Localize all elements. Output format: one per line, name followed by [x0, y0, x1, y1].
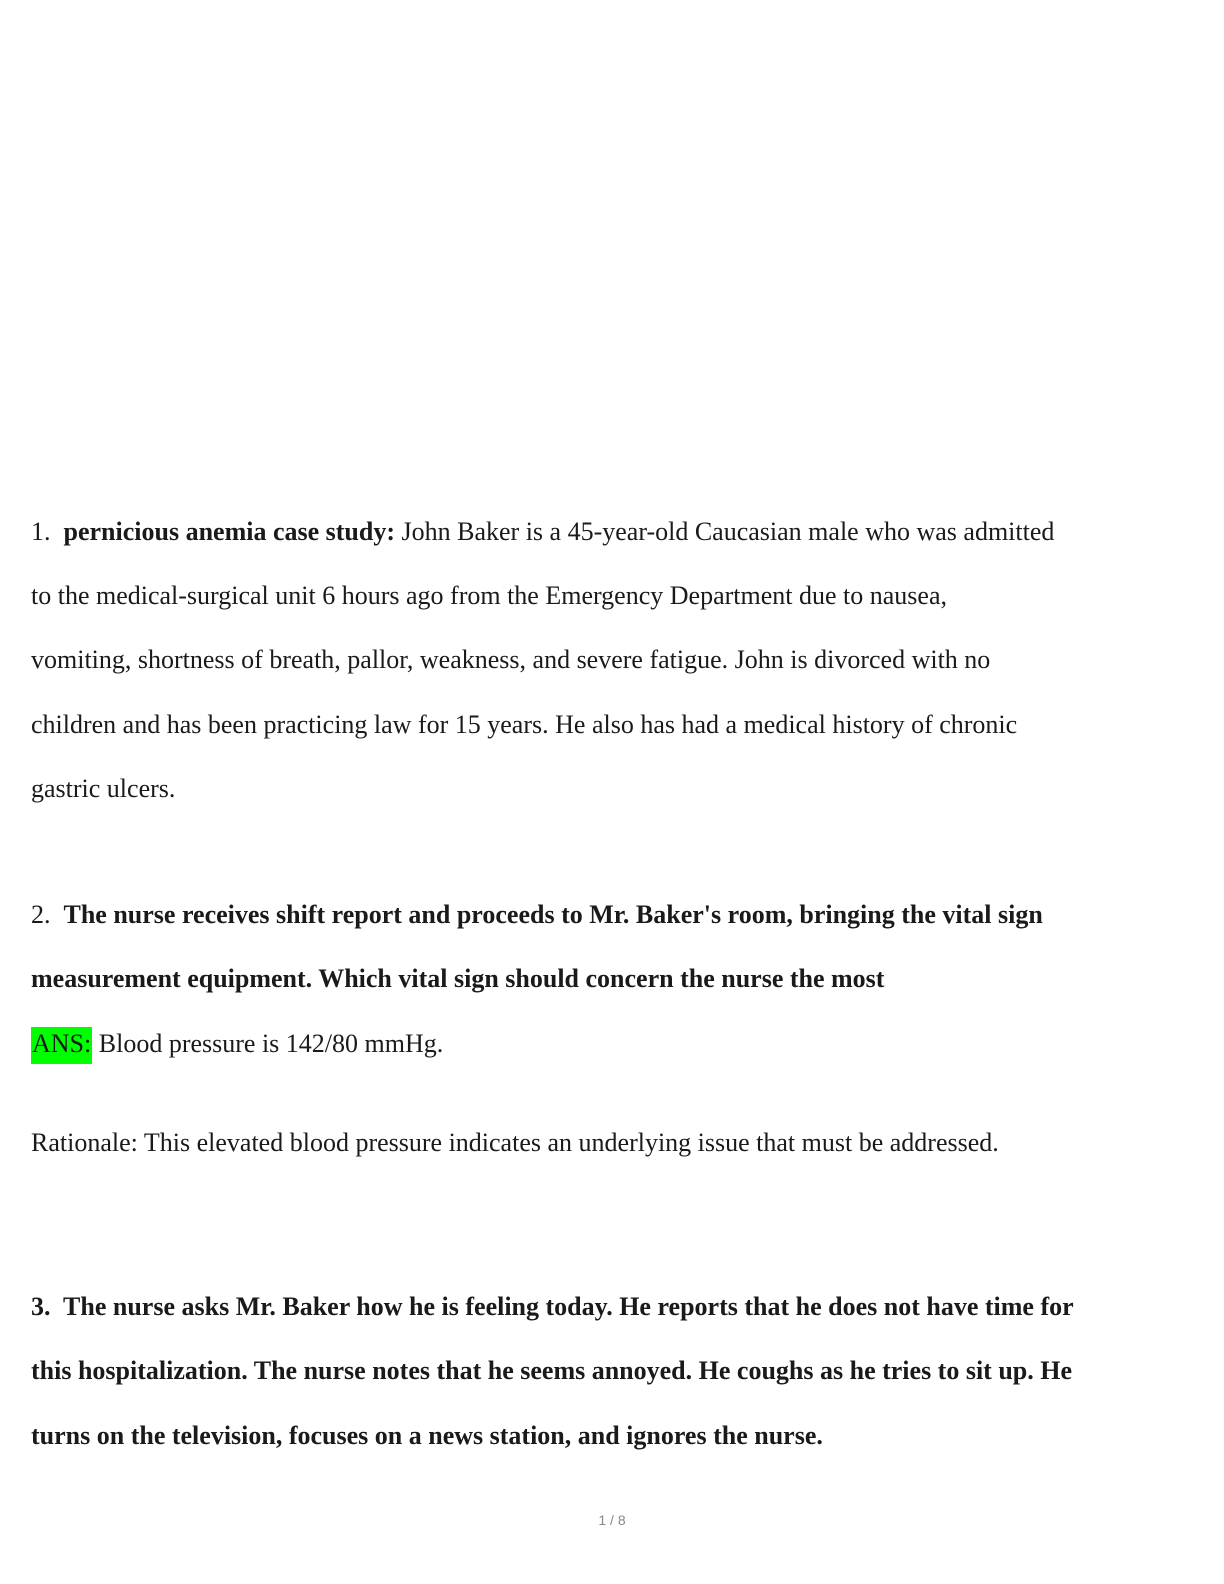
q1-line-2: to the medical-surgical unit 6 hours ago from the Emergency Department due to nausea, [31, 581, 947, 610]
q1-line-3: vomiting, shortness of breath, pallor, weakness, and severe fatigue. John is divorced with no [31, 645, 991, 674]
q1-number: 1. [31, 517, 51, 546]
q1-line-5: gastric ulcers. [31, 774, 176, 803]
q3-line-1-text: The nurse asks Mr. Baker how he is feeling today. He reports that he does not have time for [63, 1292, 1074, 1321]
page-indicator: 1 / 8 [598, 1512, 626, 1528]
q3-line-2: this hospitalization. The nurse notes that he seems annoyed. He coughs as he tries to sit up. He [31, 1356, 1073, 1385]
q2-line-1-text: The nurse receives shift report and proceeds to Mr. Baker's room, bringing the vital sign [63, 900, 1043, 929]
q1-line-1-text: John Baker is a 45-year-old Caucasian male who was admitted [401, 517, 1055, 546]
q3-number: 3. [31, 1292, 51, 1321]
q3-line-1 [31, 1291, 1074, 1323]
q2-line-1 [31, 899, 1043, 931]
q1-line-1 [31, 516, 1054, 548]
answer-text: Blood pressure is 142/80 mmHg. [98, 1029, 444, 1058]
q2-answer [31, 1028, 443, 1060]
q1-label: pernicious anemia case study: [63, 517, 395, 546]
q2-number: 2. [31, 900, 51, 929]
q3-line-3: turns on the television, focuses on a news station, and ignores the nurse. [31, 1421, 823, 1450]
q2-line-2: measurement equipment. Which vital sign should concern the nurse the most [31, 964, 885, 993]
q1-line-4: children and has been practicing law for 15 years. He also has had a medical history of chronic [31, 710, 1018, 739]
q2-rationale: Rationale: This elevated blood pressure indicates an underlying issue that must be addressed. [31, 1128, 999, 1157]
answer-label: ANS: [31, 1027, 92, 1064]
